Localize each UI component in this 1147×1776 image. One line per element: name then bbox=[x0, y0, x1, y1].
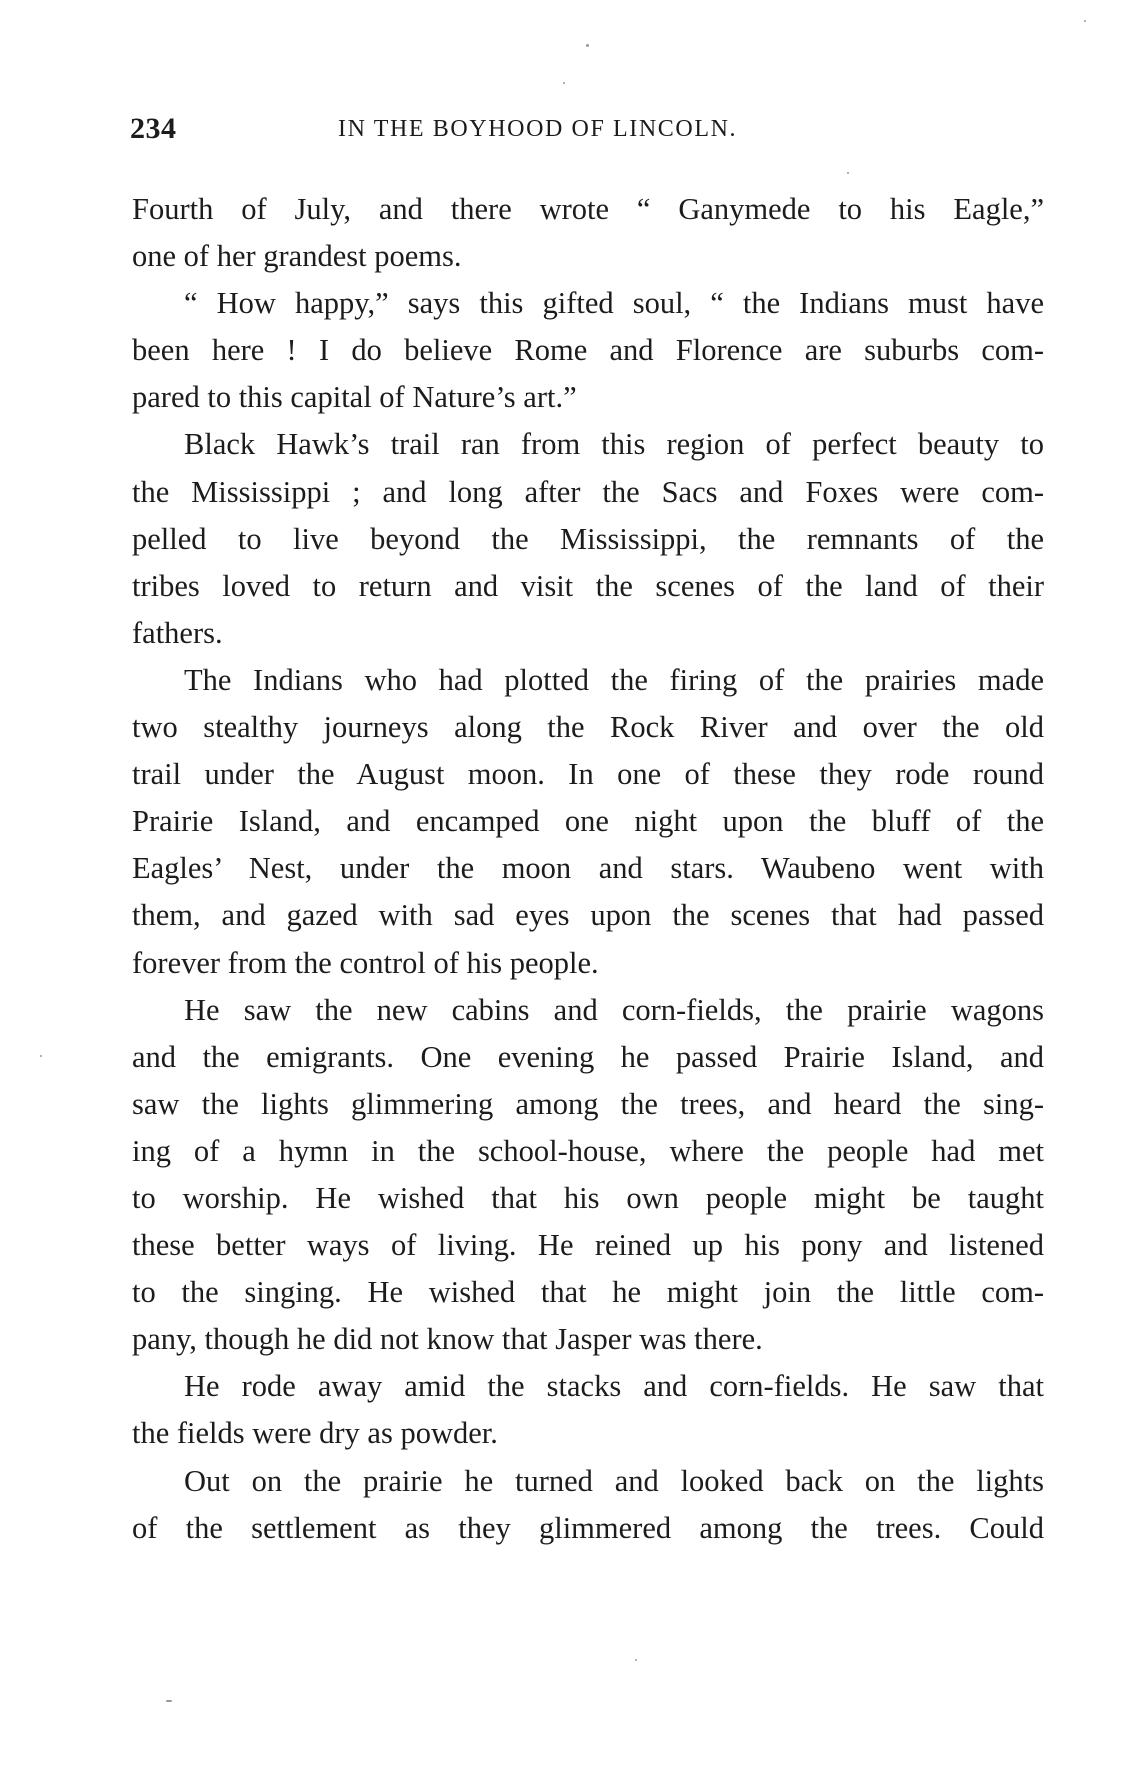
scan-speck bbox=[635, 1659, 637, 1661]
text-line: forever from the control of his people. bbox=[132, 945, 599, 980]
text-line: to the singing. He wished that he might join the little com- bbox=[132, 1275, 1044, 1310]
text-line: them, and gazed with sad eyes upon the scenes that had passed bbox=[132, 898, 1044, 933]
text-line: Out on the prairie he turned and looked back on the lights bbox=[184, 1463, 1044, 1498]
text-line: been here ! I do believe Rome and Florence are suburbs com- bbox=[132, 333, 1044, 368]
text-line: of the settlement as they glimmered among the trees. Could bbox=[132, 1510, 1044, 1545]
text-line: two stealthy journeys along the Rock River and over the old bbox=[132, 710, 1044, 745]
paragraph bbox=[132, 657, 1044, 987]
scan-speck bbox=[563, 82, 565, 84]
scan-speck bbox=[586, 44, 589, 47]
text-line: “ How happy,” says this gifted soul, “ the Indians must have bbox=[184, 286, 1044, 321]
text-line: pelled to live beyond the Mississippi, the remnants of the bbox=[132, 521, 1044, 556]
body-text bbox=[132, 186, 1044, 1552]
paragraph bbox=[132, 186, 1044, 280]
text-line: pared to this capital of Nature’s art.” bbox=[132, 380, 577, 415]
text-line: Fourth of July, and there wrote “ Ganymede to his Eagle,” bbox=[132, 192, 1044, 226]
text-line: these better ways of living. He reined up his pony and listened bbox=[132, 1228, 1044, 1263]
text-line: Black Hawk’s trail ran from this region of perfect beauty to bbox=[184, 427, 1044, 462]
scan-speck bbox=[40, 1055, 42, 1057]
text-line: Prairie Island, and encamped one night upon the bluff of the bbox=[132, 804, 1044, 839]
text-line: the Mississippi ; and long after the Sacs and Foxes were com- bbox=[132, 474, 1044, 509]
text-line: and the emigrants. One evening he passed Prairie Island, and bbox=[132, 1039, 1044, 1074]
text-line: fathers. bbox=[132, 615, 223, 650]
text-line: He rode away amid the stacks and corn-fields. He saw that bbox=[184, 1369, 1044, 1404]
text-line: tribes loved to return and visit the scenes of the land of their bbox=[132, 568, 1044, 603]
text-line: ing of a hymn in the school-house, where the people had met bbox=[132, 1133, 1044, 1168]
text-line: to worship. He wished that his own people might be taught bbox=[132, 1180, 1044, 1215]
text-line: pany, though he did not know that Jasper was there. bbox=[132, 1322, 763, 1357]
page-header bbox=[130, 112, 1043, 152]
paragraph bbox=[132, 421, 1044, 656]
text-line: one of her grandest poems. bbox=[132, 239, 462, 274]
page-number: 234 bbox=[130, 112, 177, 145]
paragraph bbox=[132, 1458, 1044, 1552]
text-line: Eagles’ Nest, under the moon and stars. Waubeno went with bbox=[132, 851, 1044, 886]
paragraph bbox=[132, 1363, 1044, 1457]
scan-speck bbox=[847, 172, 849, 174]
paragraph bbox=[132, 987, 1044, 1364]
text-line: The Indians who had plotted the firing of the prairies made bbox=[184, 662, 1044, 697]
running-title: IN THE BOYHOOD OF LINCOLN. bbox=[338, 116, 738, 142]
text-line: the fields were dry as powder. bbox=[132, 1416, 498, 1451]
text-line: trail under the August moon. In one of these they rode round bbox=[132, 757, 1044, 792]
text-line: He saw the new cabins and corn-fields, the prairie wagons bbox=[184, 992, 1044, 1027]
scan-speck bbox=[166, 1700, 172, 1702]
text-line: saw the lights glimmering among the trees, and heard the sing- bbox=[132, 1086, 1044, 1121]
scan-speck bbox=[1084, 20, 1086, 22]
paragraph bbox=[132, 280, 1044, 421]
